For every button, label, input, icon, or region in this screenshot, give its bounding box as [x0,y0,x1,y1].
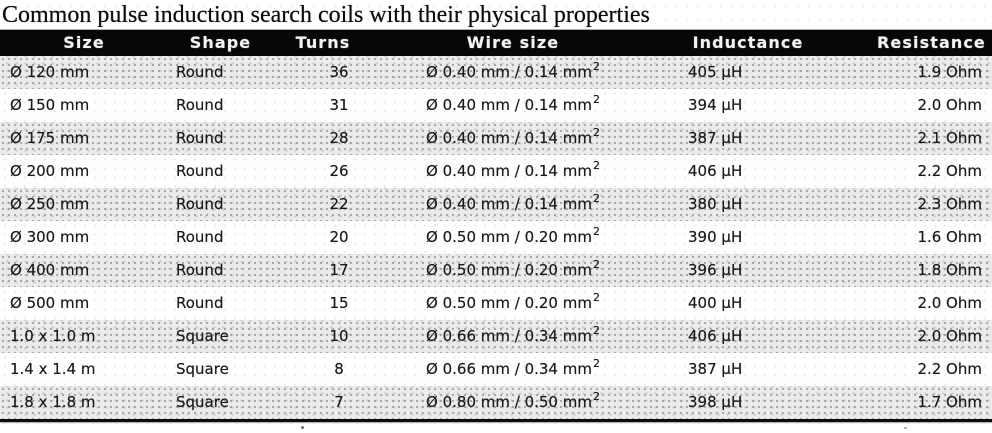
cell-resistance: 1.7 Ohm [917,393,982,411]
cell-size: Ø 300 mm [10,228,90,246]
cell-resistance: 2.2 Ohm [917,360,982,378]
table-row [0,122,992,155]
wire-size-text: Ø 0.66 mm / 0.34 mm [426,360,592,378]
cell-resistance: 2.0 Ohm [917,327,982,345]
cell-size: 1.0 x 1.0 m [10,327,96,345]
cell-turns: 26 [329,162,349,180]
cell-turns: 31 [329,96,349,114]
cell-wire-size [373,254,653,287]
cell-size: Ø 150 mm [10,96,90,114]
table-row [0,320,992,353]
cell-inductance: 387 µH [688,360,743,378]
col-header-shape: Shape [189,33,252,52]
superscript-2: 2 [592,291,600,304]
cell-resistance: 1.6 Ohm [917,228,982,246]
cell-inductance: 394 µH [688,96,743,114]
superscript-2: 2 [592,60,600,73]
wire-size-text: Ø 0.40 mm / 0.14 mm [426,96,592,114]
cell-size: Ø 500 mm [10,294,90,312]
table-row [0,56,992,89]
wire-size-text: Ø 0.50 mm / 0.20 mm [426,294,592,312]
wire-size-text: Ø 0.40 mm / 0.14 mm [426,63,592,81]
wire-size-text: Ø 0.40 mm / 0.14 mm [426,162,592,180]
cell-wire-size [373,320,653,353]
cell-wire-size [373,56,653,89]
cell-resistance: 2.1 Ohm [917,129,982,147]
cell-wire-size [373,188,653,221]
cell-resistance: 1.9 Ohm [917,63,982,81]
superscript-2: 2 [592,93,600,106]
superscript-2: 2 [592,258,600,271]
cell-resistance: 1.8 Ohm [917,261,982,279]
cell-wire-size [373,353,653,386]
cell-turns: 15 [329,294,349,312]
table-row [0,89,992,122]
cell-wire-size [373,287,653,320]
cell-turns: 22 [329,195,349,213]
table-row [0,287,992,320]
coil-properties-table [0,30,992,422]
table-row [0,254,992,287]
superscript-2: 2 [592,159,600,172]
cell-shape: Square [176,327,229,345]
cell-wire-size [373,122,653,155]
superscript-2: 2 [592,357,600,370]
cell-turns: 28 [329,129,349,147]
cell-inductance: 390 µH [688,228,743,246]
wire-size-text: Ø 0.50 mm / 0.20 mm [426,228,592,246]
cell-turns: 8 [334,360,344,378]
col-header-resistance: Resistance [877,33,986,52]
table-row [0,386,992,419]
cell-wire-size [373,386,653,419]
superscript-2: 2 [592,390,600,403]
cell-size: Ø 120 mm [10,63,90,81]
cell-inductance: 380 µH [688,195,743,213]
table-body [0,56,992,419]
cell-shape: Round [176,228,224,246]
scan-speck [904,427,907,429]
cell-turns: 20 [329,228,349,246]
scan-speck [301,426,304,429]
cell-resistance: 2.3 Ohm [917,195,982,213]
cell-shape: Round [176,294,224,312]
table-row [0,353,992,386]
cell-wire-size [373,155,653,188]
wire-size-text: Ø 0.40 mm / 0.14 mm [426,195,592,213]
cell-resistance: 2.0 Ohm [917,294,982,312]
cell-size: 1.4 x 1.4 m [10,360,96,378]
col-header-turns: Turns [295,33,351,52]
cell-shape: Square [176,360,229,378]
wire-size-text: Ø 0.40 mm / 0.14 mm [426,129,592,147]
superscript-2: 2 [592,324,600,337]
cell-inductance: 405 µH [688,63,743,81]
cell-size: Ø 200 mm [10,162,90,180]
cell-size: Ø 400 mm [10,261,90,279]
wire-size-text: Ø 0.50 mm / 0.20 mm [426,261,592,279]
cell-shape: Round [176,162,224,180]
cell-turns: 10 [329,327,349,345]
table-row [0,155,992,188]
cell-resistance: 2.2 Ohm [917,162,982,180]
table-header-row [0,30,992,56]
cell-shape: Round [176,96,224,114]
table-row [0,188,992,221]
wire-size-text: Ø 0.66 mm / 0.34 mm [426,327,592,345]
page-title: Common pulse induction search coils with their physical properties [2,2,650,28]
cell-shape: Round [176,261,224,279]
cell-turns: 36 [329,63,349,81]
cell-size: 1.8 x 1.8 m [10,393,96,411]
cell-shape: Round [176,129,224,147]
cell-inductance: 406 µH [688,327,743,345]
cell-inductance: 406 µH [688,162,743,180]
superscript-2: 2 [592,192,600,205]
cell-shape: Round [176,63,224,81]
cell-wire-size [373,89,653,122]
col-header-wire-size: Wire size [466,33,560,52]
cell-turns: 7 [334,393,344,411]
table-bottom-border [0,419,992,422]
cell-turns: 17 [329,261,349,279]
cell-inductance: 398 µH [688,393,743,411]
cell-resistance: 2.0 Ohm [917,96,982,114]
col-header-inductance: Inductance [692,33,804,52]
cell-inductance: 396 µH [688,261,743,279]
cell-wire-size [373,221,653,254]
cell-shape: Square [176,393,229,411]
cell-inductance: 387 µH [688,129,743,147]
superscript-2: 2 [592,225,600,238]
col-header-size: Size [63,33,105,52]
cell-size: Ø 250 mm [10,195,90,213]
table-row [0,221,992,254]
superscript-2: 2 [592,126,600,139]
cell-size: Ø 175 mm [10,129,90,147]
cell-shape: Round [176,195,224,213]
cell-inductance: 400 µH [688,294,743,312]
wire-size-text: Ø 0.80 mm / 0.50 mm [426,393,592,411]
